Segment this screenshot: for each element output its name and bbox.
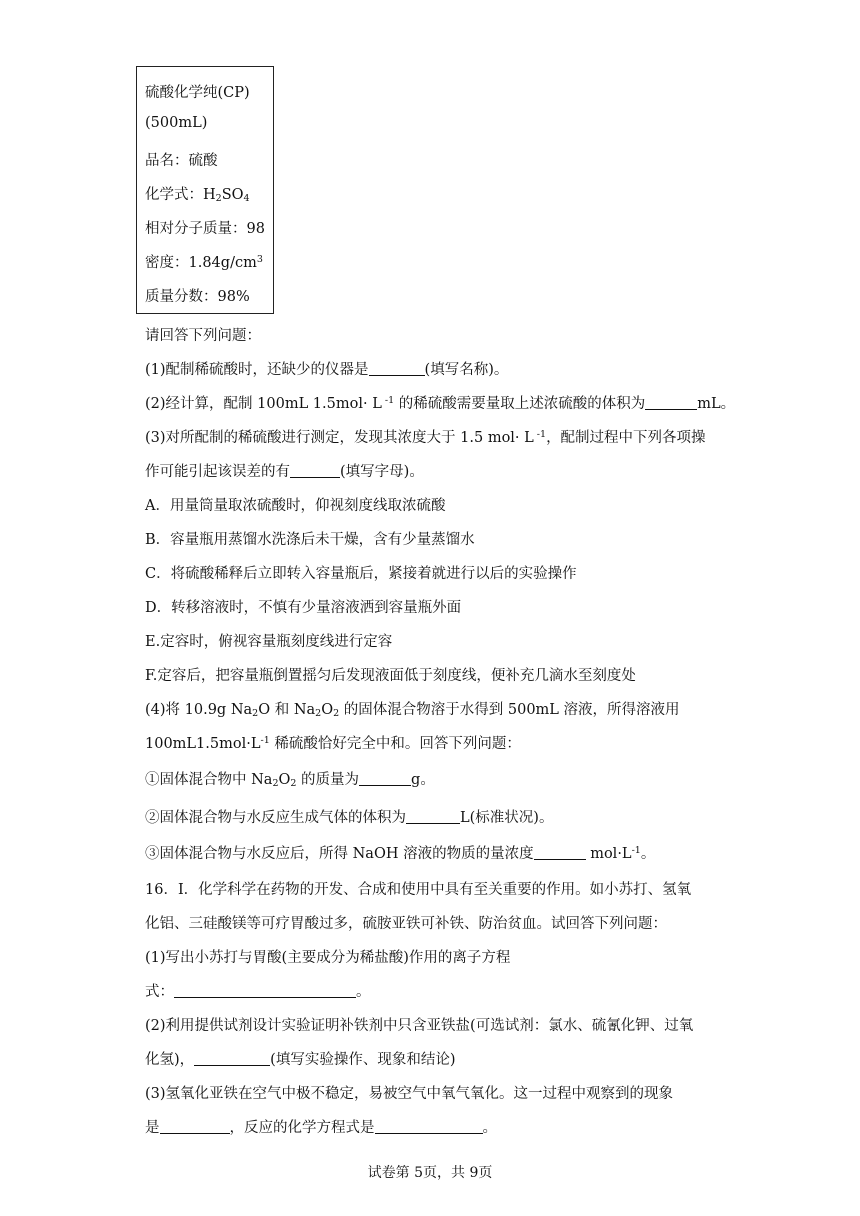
option-d: D．转移溶液时，不慎有少量溶液洒到容量瓶外面 (145, 600, 462, 616)
q16-line1: 16．Ⅰ．化学科学在药物的开发、合成和使用中具有至关重要的作用。如小苏打、氢氧 (145, 882, 692, 898)
label-volume: (500mL) (145, 115, 208, 131)
q15-sub3: ③固体混合物与水反应后，所得 NaOH 溶液的物质的量浓度 $mol\cdot L^{-1}$。 (145, 845, 656, 862)
label-formula: 化学式：$H_2SO_4$ (145, 187, 250, 204)
q16-part2-line2: 化氢)， (填写实验操作、现象和结论) (145, 1052, 456, 1068)
q16-part1-line1: (1)写出小苏打与胃酸(主要成分为稀盐酸)作用的离子方程 (145, 950, 511, 966)
option-f: F.定容后，把容量瓶倒置摇匀后发现液面低于刻度线，便补充几滴水至刻度处 (145, 668, 636, 684)
q15-part4-line2: $100mL1.5mol\cdot L^{-1}$ 稀硫酸恰好完全中和。回答下列问题： (145, 735, 521, 752)
q15-sub2: ②固体混合物与水反应生成气体的体积为 L(标准状况)。 (145, 810, 554, 826)
q15-part4-line1: (4)将 10.9g $Na_2O$ 和 $Na_2O_2$ 的固体混合物溶于水得到 500mL 溶液，所得溶液用 (145, 702, 680, 719)
label-molar-mass: 相对分子质量：98 (145, 221, 265, 237)
q16-part1-line2: 式： 。 (145, 984, 371, 1000)
answer-blank[interactable] (406, 809, 460, 824)
answer-blank[interactable] (290, 463, 340, 478)
label-mass-fraction: 质量分数：98% (145, 289, 250, 305)
answer-blank[interactable] (375, 1119, 483, 1134)
q16-part3-line2: 是 ，反应的化学方程式是 。 (145, 1120, 497, 1136)
q16-part3-line1: (3)氢氧化亚铁在空气中极不稳定，易被空气中氧气氧化。这一过程中观察到的现象 (145, 1086, 674, 1102)
q15-part3-line1: (3)对所配制的稀硫酸进行测定，发现其浓度大于 1.5 mol· L $^{-1}$，配制过程中下列各项操 (145, 429, 706, 446)
q15-intro: 请回答下列问题： (145, 328, 261, 344)
option-e: E.定容时，俯视容量瓶刻度线进行定容 (145, 634, 393, 650)
answer-blank[interactable] (359, 771, 411, 786)
reagent-label-box (136, 66, 274, 314)
page-footer: 试卷第 5页，共 9页 (367, 1165, 493, 1181)
q16-part2-line1: (2)利用提供试剂设计实验证明补铁剂中只含亚铁盐(可选试剂：氯水、硫氰化钾、过氧 (145, 1018, 694, 1034)
label-density: 密度：$1.84g/cm^3$ (145, 254, 263, 271)
q15-part2: (2)经计算，配制 100mL 1.5mol· L $^{-1}$ 的稀硫酸需要量取上述浓硫酸的体积为 mL。 (145, 395, 736, 412)
option-c: C．将硫酸稀释后立即转入容量瓶后，紧接着就进行以后的实验操作 (145, 566, 577, 582)
q15-sub1: ①固体混合物中 $Na_2O_2$ 的质量为 g。 (145, 772, 435, 789)
answer-blank[interactable] (645, 395, 697, 410)
q15-part1: (1)配制稀硫酸时，还缺少的仪器是 (填写名称)。 (145, 362, 509, 378)
q15-part3-line2: 作可能引起该误差的有 (填写字母)。 (145, 464, 424, 480)
label-title: 硫酸化学纯(CP) (145, 85, 250, 101)
answer-blank[interactable] (534, 845, 586, 860)
label-product-name: 品名：硫酸 (145, 153, 218, 169)
answer-blank[interactable] (160, 1119, 230, 1134)
q16-line2: 化铝、三硅酸镁等可疗胃酸过多，硫胺亚铁可补铁、防治贫血。试回答下列问题： (145, 916, 667, 932)
answer-blank[interactable] (174, 983, 356, 998)
answer-blank[interactable] (369, 361, 425, 376)
option-a: A．用量筒量取浓硫酸时，仰视刻度线取浓硫酸 (145, 498, 446, 514)
answer-blank[interactable] (194, 1051, 270, 1066)
option-b: B．容量瓶用蒸馏水洗涤后未干燥，含有少量蒸馏水 (145, 532, 475, 548)
